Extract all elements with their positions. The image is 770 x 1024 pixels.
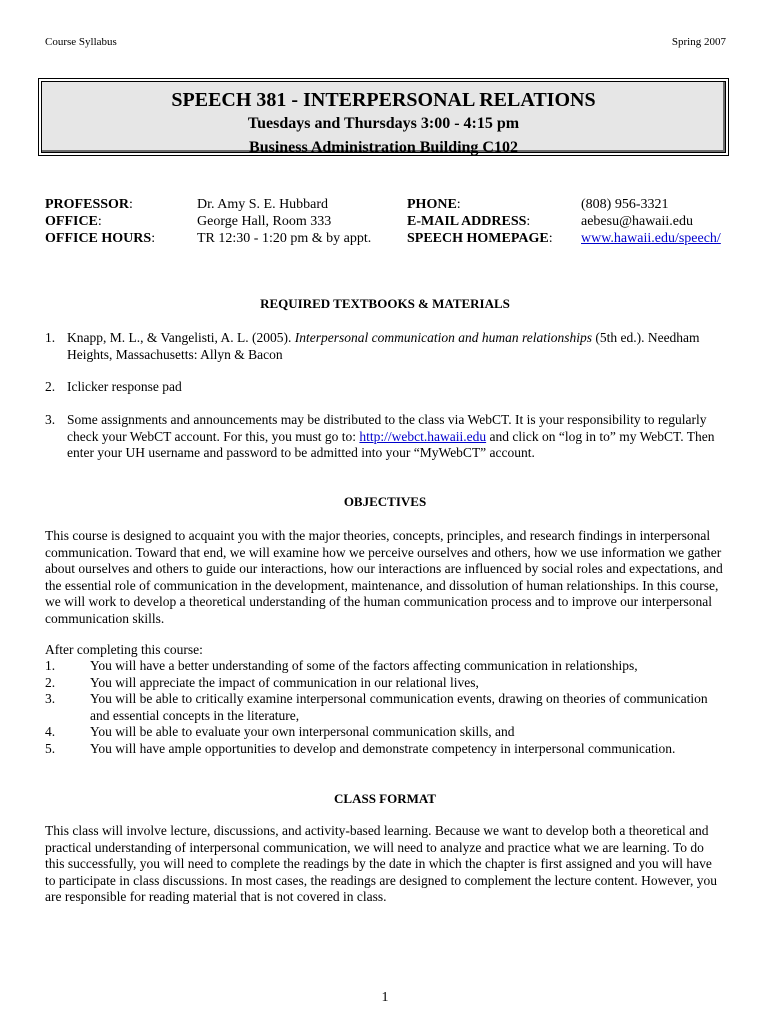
info-values-left: [197, 196, 371, 247]
class-format-paragraph: This class will involve lecture, discussions, and activity-based learning. Because we want to develop both a theoretical and practical understanding of interpersonal communication, we will need to analyze and practice what we are learning. To do this successfully, you will need to complete the readings by the date in which the chapter is first assigned and you will have to participate in class discussions. In most cases, the readings are designed to complement the lecture content. However, you are responsible for reading material that is not covered in class.: [45, 823, 718, 904]
course-location: Business Administration Building C102: [249, 139, 518, 156]
course-schedule: Tuesdays and Thursdays 3:00 - 4:15 pm: [247, 115, 520, 132]
email-value: aebesu@hawaii.edu: [581, 214, 694, 229]
phone-value: (808) 956-3321: [581, 197, 669, 212]
office-label: OFFICE: [45, 214, 98, 229]
page-number: 1: [381, 990, 389, 1005]
info-labels-right: PHONE: E-MAIL ADDRESS: SPEECH HOMEPAGE:: [407, 197, 553, 246]
objective-item: 5. You will have ample opportunities to develop and demonstrate competency in interpersonal communication.: [45, 740, 676, 756]
textbook-item-1: 1. Knapp, M. L., & Vangelisti, A. L. (2005). Interpersonal communication and human relationships (5th ed.). Needham Heights, Massachusetts: Allyn & Bacon: [45, 330, 700, 362]
email-label: E-MAIL ADDRESS: [407, 214, 527, 229]
textbook-item-3: 3. Some assignments and announcements may be distributed to the class via WebCT. It is your responsibility to regularly check your WebCT account. For this, you must go to: http://webct.hawaii.edu and click on “log in to” my WebCT. Then enter your UH username and password to be admitted into your “MyWebCT” account.: [45, 412, 715, 460]
objectives-intro: After completing this course:: [45, 642, 203, 657]
speech-homepage-link[interactable]: www.hawaii.edu/speech/: [581, 231, 721, 246]
info-values-right: [581, 196, 721, 247]
running-header-left: Course Syllabus: [45, 36, 117, 48]
office-hours-label: OFFICE HOURS: [45, 231, 152, 246]
professor-value: Dr. Amy S. E. Hubbard: [197, 197, 329, 212]
office-value: George Hall, Room 333: [197, 214, 332, 229]
course-title-inner: [41, 81, 726, 156]
objective-item: 1. You will have a better understanding of some of the factors affecting communication in relationships,: [45, 658, 638, 673]
objectives-paragraph: This course is designed to acquaint you with the major theories, concepts, principles, and research findings in interpersonal communication. Toward that end, we will examine how we perceive ourselves and others, how we use information we gather about ourselves and others to guide our interactions, how our interactions are influenced by social roles and expectations, and the essential role of communication in the development, maintenance, and dissolution of human relationships. In this course, we will work to develop a theoretical understanding of the human communication process and to improve our interpersonal communication skills.: [45, 528, 723, 626]
objective-item: 4. You will be able to evaluate your own interpersonal communication skills, and: [45, 724, 515, 739]
running-header-right: Spring 2007: [671, 36, 726, 48]
office-hours-value: TR 12:30 - 1:20 pm & by appt.: [197, 231, 372, 246]
objective-item: 3. You will be able to critically examine interpersonal communication events, drawing on theories of communication and essential concepts in the literature,: [45, 691, 708, 723]
objectives-heading: OBJECTIVES: [343, 494, 427, 509]
course-title: SPEECH 381 - INTERPERSONAL RELATIONS: [171, 89, 596, 111]
textbook-item-2: 2. Iclicker response pad: [45, 379, 182, 394]
phone-label: PHONE: [407, 197, 457, 212]
webct-link[interactable]: http://webct.hawaii.edu: [359, 428, 487, 444]
objective-item: 2. You will appreciate the impact of communication in our relational lives,: [45, 674, 479, 690]
textbooks-heading: REQUIRED TEXTBOOKS & MATERIALS: [260, 296, 510, 311]
class-format-heading: CLASS FORMAT: [334, 791, 436, 806]
professor-label: PROFESSOR: [45, 197, 130, 212]
info-labels-left: PROFESSOR: OFFICE: OFFICE HOURS:: [45, 197, 156, 246]
course-title-box: [38, 78, 729, 156]
textbook-title: Interpersonal communication and human relationships: [294, 330, 592, 345]
homepage-label: SPEECH HOMEPAGE: [407, 231, 549, 246]
